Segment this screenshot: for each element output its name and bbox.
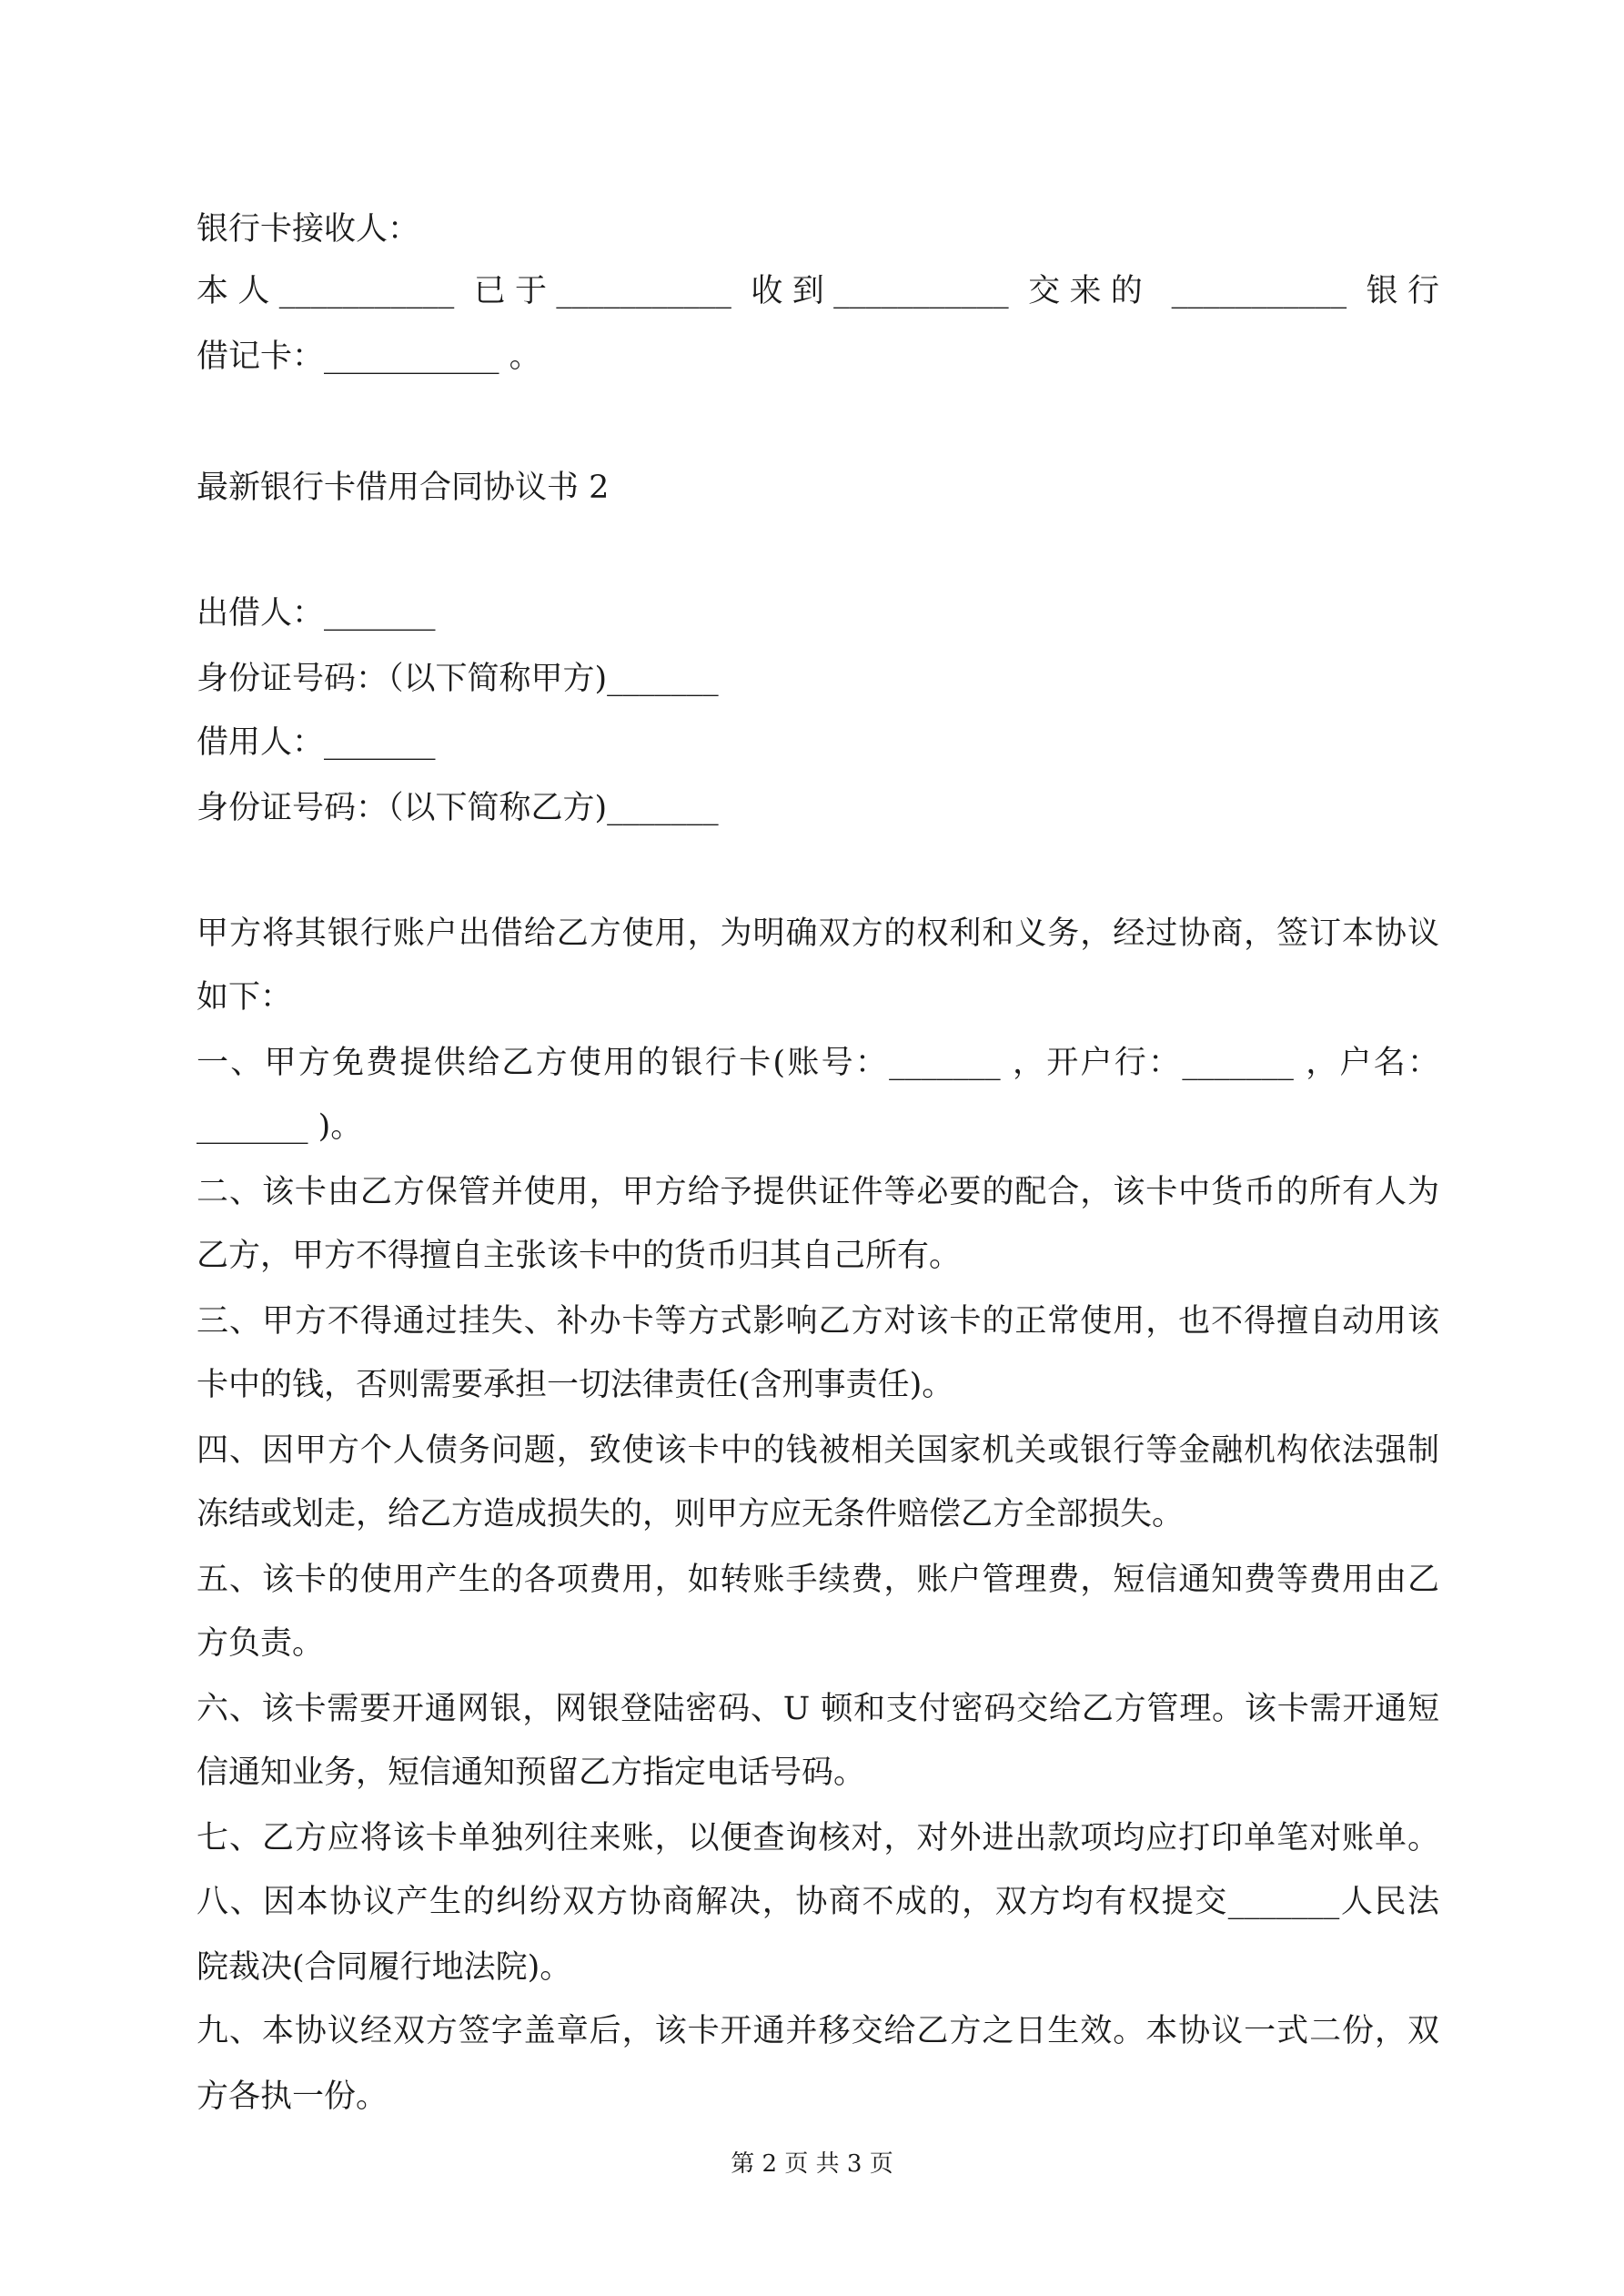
intro-line: 如下： (197, 979, 293, 1016)
clause-line: 乙方，甲方不得擅自主张该卡中的货币归其自己所有。 (197, 1238, 962, 1274)
clause-line: 八、因本协议产生的纠纷双方协商解决，协商不成的，双方均有权提交_______人民法 (197, 1884, 1439, 1920)
lender-id-field: 身份证号码：（以下简称甲方)_______ (197, 661, 719, 697)
clause-line: _______ )。 (197, 1108, 363, 1145)
clause-line: 信通知业务，短信通知预留乙方指定电话号码。 (197, 1755, 866, 1791)
intro-line: 甲方将其银行账户出借给乙方使用，为明确双方的权利和义务，经过协商，签订本协议 (197, 915, 1439, 952)
agreement-title: 最新银行卡借用合同协议书 2 (197, 470, 610, 506)
lender-field: 出借人：_______ (197, 595, 436, 632)
borrower-id-field: 身份证号码：（以下简称乙方)_______ (197, 790, 719, 826)
clause-line: 院裁决(合同履行地法院)。 (197, 1949, 572, 1986)
clause-line: 三、甲方不得通过挂失、补办卡等方式影响乙方对该卡的正常使用，也不得擅自动用该 (197, 1303, 1439, 1340)
clause-line: 卡中的钱，否则需要承担一切法律责任(含刑事责任)。 (197, 1367, 954, 1403)
clause-line: 冻结或划走，给乙方造成损失的，则甲方应无条件赔偿乙方全部损失。 (197, 1496, 1185, 1532)
card-line: 借记卡：___________ 。 (197, 339, 541, 375)
borrower-field: 借用人：_______ (197, 724, 436, 761)
receiver-label: 银行卡接收人： (197, 211, 420, 248)
page-indicator: 第 2 页 共 3 页 (731, 2150, 893, 2178)
receipt-line: 本人___________ 已于___________ 收到___________ 交来的 ___________ 银行 (197, 273, 1439, 309)
clause-line: 方各执一份。 (197, 2079, 388, 2115)
clause-line: 四、因甲方个人债务问题，致使该卡中的钱被相关国家机关或银行等金融机构依法强制 (197, 1432, 1439, 1469)
clause-line: 五、该卡的使用产生的各项费用，如转账手续费，账户管理费，短信通知费等费用由乙 (197, 1562, 1439, 1598)
clause-line: 二、该卡由乙方保管并使用，甲方给予提供证件等必要的配合，该卡中货币的所有人为 (197, 1174, 1439, 1210)
clause-line: 一、甲方免费提供给乙方使用的银行卡(账号：_______ ，开户行：_______ ，户名： (197, 1045, 1439, 1081)
clause-line: 七、乙方应将该卡单独列往来账，以便查询核对，对外进出款项均应打印单笔对账单。 (197, 1820, 1439, 1856)
clause-line: 九、本协议经双方签字盖章后，该卡开通并移交给乙方之日生效。本协议一式二份，双 (197, 2013, 1439, 2049)
clause-line: 方负责。 (197, 1625, 325, 1662)
clause-line: 六、该卡需要开通网银，网银登陆密码、U 顿和支付密码交给乙方管理。该卡需开通短 (197, 1691, 1439, 1727)
